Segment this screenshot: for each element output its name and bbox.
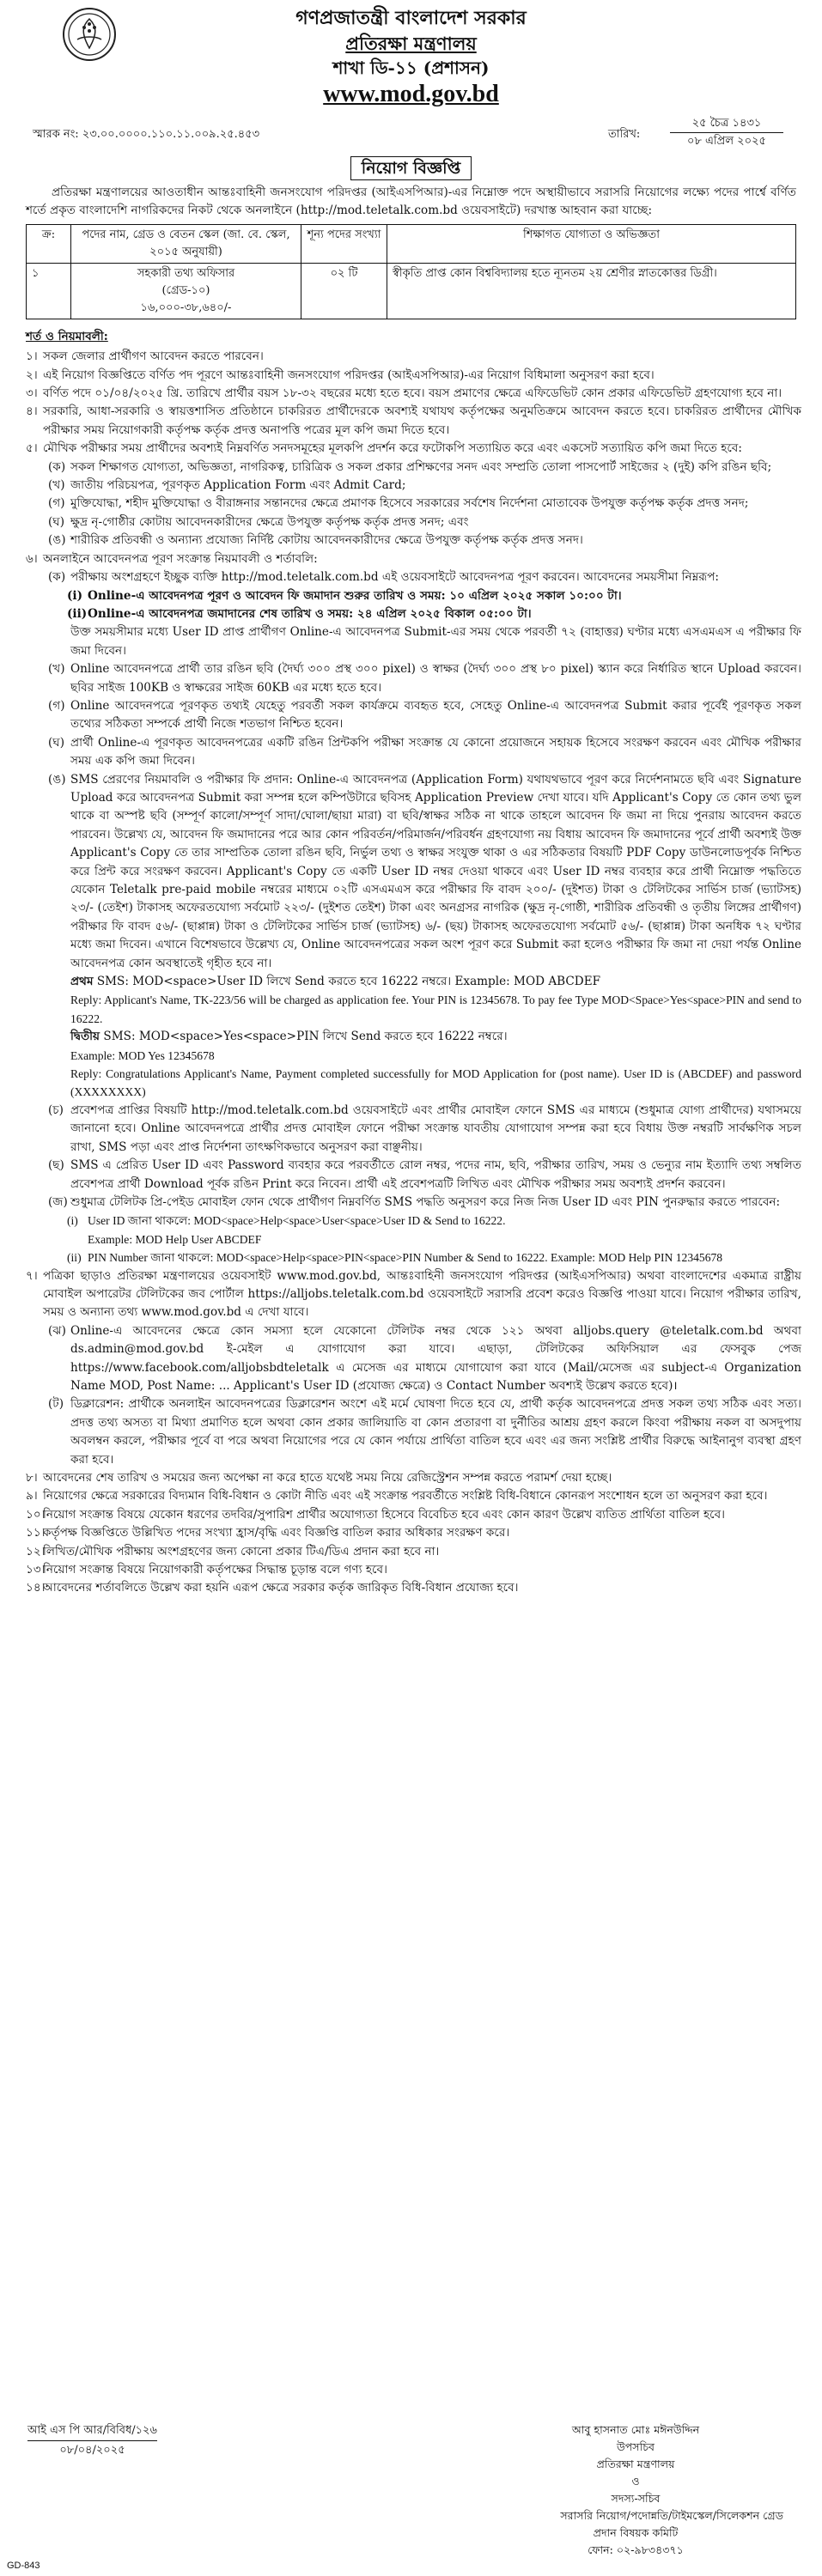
item-text: SMS প্রেরণের নিয়মাবলি ও পরীক্ষার ফি প্রদান: Online-এ আবেদনপত্র (Application Form) যথাযথভাবে পূরণ করে নির্দেশনামতে ছবি এবং Signature Upload করে আবেদনপত্র Submit করা সম্পন্ন হলে কম্পিউটারে ছবিসহ Application Preview দেখা যাবে। যদি Applicant's Copy তে কোন তথ্য ভুল থাকে বা অস্পষ্ট ছবি (সম্পূর্ণ কালো/সম্পূর্ণ সাদা/ঘোলা/ছায়া মারা) বা ছবি/স্বাক্ষর সঠিক না থাকে তাহলে আবেদন ফি জমা না দিয়ে পুনরায় আবেদন করতে পারবেন। উল্লেখ্য যে, আবেদন ফি জমাদানের পরে আর কোন পরিবর্তন/পরিমার্জন/পরিবর্ধন গ্রহণযোগ্য নয় বিধায় আবেদন ফি জমাদানের পূর্বে প্রার্থী অবশ্যই উক্ত Applicant's Copy তে তার সাম্প্রতিক তোলা রঙিন ছবি, নির্ভুল তথ্য ও স্বাক্ষর সংযুক্ত থাকা ও এর সঠিকতার বিষয়টি PDF Copy ডাউনলোডপূর্বক নিশ্চিত করে প্রিন্ট করে সংরক্ষণ করবেন। Applicant's Copy তে একটি User ID নম্বর দেওয়া থাকবে এবং User ID নম্বর ব্যবহার করে প্রার্থী নিম্নোক্ত পদ্ধতিতে যেকোন Teletalk pre-paid mobile নম্বরের মাধ্যমে ০২টি এসএমএস করে পরীক্ষার ফি বাবদ ২০০/- (দুইশত) টাকা ও টেলিটকের সার্ভিস চার্জ (ভ্যাটসহ) ২৩/- (তেইশ) টাকাসহ অফেরতযোগ্য সর্বমোট ২২৩/- (দুইশত তেইশ) টাকা এবং অনগ্রসর নাগরিক (ক্ষুদ্র নৃ-গোষ্ঠী, শারীরিক প্রতিবন্ধী ও তৃতীয় লিঙ্গের প্রার্থীগণ) পরীক্ষার ফি বাবদ ৫৬/- (ছাপ্পান্ন) টাকা ও টেলিটকের সার্ভিস চার্জ (ভ্যাটসহ) ৬/- (ছয়) টাকাসহ অফেরতযোগ্য সর্বমোট ৫৬/- (ছাপ্পান্ন) টাকা অনধিক ৭২ ঘণ্টার মধ্যে জমা দিবেন। এখানে বিশেষভাবে উল্লেখ্য যে, Online আবেদনপত্রের সকল অংশ পূরণ করে Submit করা হলেও পরীক্ষার ফি জমা না দেয়া পর্যন্ত Online আবেদনপত্র কোন অবস্থাতেই গৃহীত হবে না। (70, 772, 801, 970)
condition-number: ৭। (26, 1268, 38, 1283)
item-text: উক্ত সময়সীমার মধ্যে User ID প্রাপ্ত প্রার্থীগণ Online-এ আবেদনপত্র Submit-এর সময় থেকে পরবর্তী ৭২ (বাহাত্তর) ঘণ্টার মধ্যে এসএমএস এ পরীক্ষার ফি জমা দিবেন। (70, 625, 801, 658)
item-marker: (খ) (48, 478, 65, 493)
notice-title-text: নিয়োগ বিজ্ঞপ্তি (350, 156, 472, 180)
govt-title: গণপ্রজাতন্ত্রী বাংলাদেশ সরকার (295, 7, 527, 29)
header (21, 0, 801, 110)
condition-6-c (21, 697, 801, 734)
condition-number: ১২। (26, 1544, 46, 1558)
item-marker: (i) (67, 588, 83, 603)
sms-label: প্রথম (70, 975, 94, 989)
ispr-date: ০৮/০৪/২০২৫ (59, 2444, 125, 2457)
recover-user-id (21, 1212, 801, 1230)
item-text: জাতীয় পরিচয়পত্র, পূরণকৃত Application Form এবং Admit Card; (70, 478, 406, 493)
recover-user-id-example (21, 1230, 801, 1249)
condition-9 (21, 1487, 801, 1505)
item-text: Online-এ আবেদনের ক্ষেত্রে কোন সমস্যা হলে যেকোনো টেলিটক নম্বর থেকে ১২১ অথবা alljobs.query @teletalk.com.bd অথবা ds.admin@mod.gov.bd ই-মেইল এ যোগাযোগ করা যাবে। এছাড়া, টেলিটকের অফিসিয়াল এর ফেসবুক পেজ https://www.facebook.com/alljobsbdteletalk এ মেসেজ এর মাধ্যমে যোগাযোগ করা যাবে (Mail/মেসেজ এর subject-এ Organization Name MOD, Post Name: ... Applicant's User ID (প্রযোজ্য ক্ষেত্রে) ও Contact Number অবশ্যই উল্লেখ করতে হবে)। (70, 1323, 801, 1393)
item-text: ডিক্লারেশন: প্রার্থীকে অনলাইন আবেদনপত্রের ডিক্লারেশন অংশে এই মর্মে ঘোষণা দিতে হবে যে, প্রার্থী কর্তৃক আবেদনপত্রে প্রদত্ত সকল তথ্য সঠিক এবং সত্য। প্রদত্ত তথ্য অসত্য বা মিথ্যা প্রমাণিত হলে অথবা কোন প্রকার জালিয়াতি বা কোন প্রতারণা বা দুর্নীতির আশ্রয় গ্রহণ করলে কিংবা পরীক্ষায় নকল বা অসদুপায় অবলম্বন করলে, পরীক্ষার পূর্বে বা পরে অথবা নিয়োগের পরে যে কোন পর্যায়ে প্রার্থিতা বাতিল হবে এবং এর জন্য সংশ্লিষ্ট প্রার্থীর বিরুদ্ধে আইনানুগ ব্যবস্থা গ্রহণ করা হবে। (70, 1397, 801, 1467)
condition-text: মৌখিক পরীক্ষার সময় প্রার্থীদের অবশ্যই নিম্নবর্ণিত সনদসমূহের মূলকপি প্রদর্শন করে ফটোকপি সত্যায়িত করে এবং একসেট সত্যায়িত কপি জমা দিতে হবে: (43, 441, 742, 456)
condition-11 (21, 1524, 801, 1542)
condition-number: ১০। (26, 1507, 46, 1522)
condition-text: অনলাইনে আবেদনপত্র পূরণ সংক্রান্ত নিয়মাবলী ও শর্তাবলি: (43, 551, 318, 566)
member-secretary: সদস্য-সচিব (611, 2492, 661, 2505)
col-qualification: শিক্ষাগত যোগ্যতা ও অভিজ্ঞতা (387, 224, 796, 263)
condition-6-d (21, 734, 801, 771)
sms-second (21, 1028, 801, 1046)
post-grade: (গ্রেড-১০) (161, 283, 210, 297)
intro-paragraph (21, 184, 801, 224)
post-name: সহকারী তথ্য অফিসার (137, 266, 235, 280)
condition-number: ৫। (26, 441, 38, 456)
item-text: Online আবেদনপত্রে প্রার্থী তার রঙিন ছবি (দৈর্ঘ্য ৩০০ প্রস্থ ৩০০ pixel) ও স্বাক্ষর (দৈর্ঘ্য ৩০০ প্রস্থ ৮০ pixel) স্ক্যান করে নির্ধারিত স্থানে Upload করবেন। ছবির সাইজ 100KB ও স্বাক্ষরের সাইজ 60KB এর মধ্যে হতে হবে। (70, 662, 801, 695)
item-marker: (ঘ) (48, 735, 65, 750)
condition-6 (21, 550, 801, 568)
item-text: Online-এ আবেদনপত্র জমাদানের শেষ তারিখ ও সময়: ২৪ এপ্রিল ২০২৫ বিকাল ০৫:০০ টা। (88, 606, 532, 621)
condition-3 (21, 385, 801, 403)
item-text: প্রার্থী Online-এ পূরণকৃত আবেদনপত্রের একটি রঙিন প্রিন্টকপি পরীক্ষা সংক্রান্ত যে কোনো প্রয়োজনে সহায়ক হিসেবে সংরক্ষণ করবেন এবং মৌখিক পরীক্ষার সময় এক কপি জমা দিবেন। (70, 735, 801, 769)
item-marker: (ছ) (48, 1158, 64, 1173)
ispr-reference (27, 2421, 157, 2460)
condition-text: লিখিত/মৌখিক পরীক্ষায় অংশগ্রহণের জন্য কোনো প্রকার টিএ/ডিএ প্রদান করা হবে না। (43, 1544, 440, 1558)
condition-5-item (21, 477, 801, 495)
item-marker: (ii) (67, 606, 88, 621)
condition-text: নিয়োগ সংক্রান্ত বিষয়ে যেকোন ধরণের তদবির/সুপারিশ প্রার্থীর অযোগ্যতা হিসেবে বিবেচিত হবে এবং কোন কারণ উল্লেখ ব্যতিত প্রার্থিতা বাতিল হবে। (43, 1507, 726, 1522)
cell-serial: ১ (27, 263, 71, 319)
intro-text: প্রতিরক্ষা মন্ত্রণালয়ের আওতাধীন আন্তঃবাহিনী জনসংযোগ পরিদপ্তর (আইএসপিআর)-এর নিম্নোক্ত পদে অস্থায়ীভাবে সরাসরি নিয়োগের লক্ষ্যে পদের পার্শ্বে বর্ণিত শর্তে প্রকৃত বাংলাদেশি নাগরিকদের নিকট থেকে অনলাইনে (http://mod.teletalk.com.bd ওয়েবসাইটে) দরখাস্ত আহবান করা যাচ্ছে: (26, 185, 796, 218)
condition-7-k (21, 1322, 801, 1396)
col-count: শূন্য পদের সংখ্যা (301, 224, 387, 263)
branch-title: শাখা ডি-১১ (প্রশাসন) (332, 58, 490, 78)
item-marker: (ঙ) (48, 772, 66, 787)
condition-number: ৪। (26, 404, 38, 419)
condition-text: সকল জেলার প্রার্থীগণ আবেদন করতে পারবেন। (43, 349, 264, 364)
item-text: User ID জানা থাকলে: MOD<space>Help<space>User<space>User ID & Send to 16222. (88, 1214, 506, 1228)
condition-6-f (21, 1102, 801, 1157)
item-marker: (চ) (48, 1103, 64, 1117)
signer-name: আবু হাসনাত মোঃ মঈনউদ্দিন (571, 2423, 700, 2436)
sms-label: দ্বিতীয় (70, 1030, 100, 1044)
condition-5-item (21, 513, 801, 532)
condition-text: আবেদনের শেষ তারিখ ও সময়ের জন্য অপেক্ষা না করে হাতে যথেষ্ট সময় নিয়ে রেজিস্ট্রেশন সম্পন্ন করতে পরামর্শ দেয়া হচ্ছে। (43, 1471, 612, 1485)
item-marker: (ঙ) (48, 533, 66, 548)
condition-1 (21, 348, 801, 366)
condition-text: পত্রিকা ছাড়াও প্রতিরক্ষা মন্ত্রণালয়ের ওয়েবসাইট www.mod.gov.bd, আন্তঃবাহিনী জনসংযোগ পরিদপ্তর (আইএসপিআর) অথবা বাংলাদেশের একমাত্র রাষ্ট্রীয় মোবাইল অপারেটর টেলিটকের জব পোর্টাল https://alljobs.teletalk.com.bd ওয়েবসাইটে সরাসরি প্রবেশ করেও বিজ্ঞপ্তি পাওয়া যাবে। নিয়োগ পরীক্ষার তারিখ, সময় ও অন্যান্য তথ্য www.mod.gov.bd এ দেখা যাবে। (43, 1268, 801, 1320)
item-text: Online-এ আবেদনপত্র পূরণ ও আবেদন ফি জমাদান শুরুর তারিখ ও সময়: ১০ এপ্রিল ২০২৫ সকাল ১০:০০ টা। (88, 588, 622, 603)
condition-6-a-note (21, 623, 801, 660)
item-marker: (খ) (48, 662, 65, 677)
cell-post (71, 263, 301, 319)
condition-number: ১৪। (26, 1581, 46, 1595)
gd-number: GD-843 (7, 2561, 40, 2571)
sms-reply: Reply: Applicant's Name, TK-223/56 will be charged as application fee. Your PIN is 12345678. To pay fee Type MOD<Space>Yes<space>PIN and send to 16222. (70, 993, 801, 1025)
committee-name: সরাসরি নিয়োগ/পদোন্নতি/টাইমস্কেল/সিলেকশন গ্রেড (560, 2509, 783, 2522)
condition-5-item (21, 495, 801, 513)
item-text: মুক্তিযোদ্ধা, শহীদ মুক্তিযোদ্ধা ও বীরাঙ্গনার সন্তানদের ক্ষেত্রে প্রমাণক হিসেবে সরকারের সর্বশেষ নির্দেশনা মোতাবেক উপযুক্ত কর্তৃপক্ষ কর্তৃক প্রদত্ত সনদ; (70, 496, 749, 511)
condition-number: ১৩। (26, 1563, 46, 1577)
apply-end-date (21, 605, 801, 623)
condition-10 (21, 1506, 801, 1524)
condition-6-b (21, 660, 801, 697)
condition-6-e (21, 771, 801, 973)
sms-text: SMS: MOD<space>Yes<space>PIN লিখে Send করতে হবে 16222 নম্বরে। (103, 1030, 508, 1044)
cell-qualification: স্বীকৃতি প্রাপ্ত কোন বিশ্ববিদ্যালয় হতে ন্যূনতম ২য় শ্রেণীর স্নাতকোত্তর ডিগ্রী। (387, 263, 796, 319)
post-scale: ১৬,০০০-৩৮,৬৪০/- (140, 301, 232, 314)
sms-second-example (21, 1047, 801, 1065)
condition-7-l (21, 1395, 801, 1469)
condition-13 (21, 1561, 801, 1579)
condition-number: ১১। (26, 1526, 46, 1540)
condition-text: নিয়োগ সংক্রান্ত বিষয়ে নিয়োগকারী কর্তৃপক্ষের সিদ্ধান্ত চূড়ান্ত বলে গণ্য হবে। (43, 1563, 387, 1577)
apply-start-date (21, 587, 801, 605)
condition-number: ২। (26, 368, 38, 382)
condition-text: সরকারি, আধা-সরকারি ও স্বায়ত্তশাসিত প্রতিষ্ঠানে চাকরিরত প্রার্থীদেরকে অবশ্যই যথাযথ কর্তৃপক্ষের অনুমতিক্রমে আবেদন করতে হবে। চাকরিরত প্রার্থীদের মৌখিক পরীক্ষার সময় নিয়োগকারী কর্তৃপক্ষ কর্তৃক প্রদত্ত অনাপত্তি পত্রের মূল কপি জমা দিতে হবে। (43, 404, 801, 437)
date-english: ০৮ এপ্রিল ২০২৫ (687, 135, 766, 148)
item-text: Online আবেদনপত্রে পূরণকৃত তথ্যই যেহেতু পরবর্তী সকল কার্যক্রমে ব্যবহৃত হবে, সেহেতু Online-এ আবেদনপত্র Submit করার পূর্বেই পূরণকৃত সকল তথ্যের সঠিকতা সম্পর্কে প্রার্থী নিজে শতভাগ নিশ্চিত হবেন। (70, 698, 801, 732)
condition-5-item (21, 459, 801, 477)
reference-row (21, 110, 801, 155)
signer-org: প্রতিরক্ষা মন্ত্রণালয় (596, 2458, 675, 2470)
condition-number: ১। (26, 349, 38, 364)
phone-number: ফোন: ০২-৯৮৩৪৩৭১ (588, 2543, 684, 2556)
condition-number: ৮। (26, 1471, 38, 1485)
condition-6-g (21, 1157, 801, 1194)
item-text: ক্ষুদ্র নৃ-গোষ্ঠীর কোটায় আবেদনকারীদের ক্ষেত্রে উপযুক্ত কর্তৃপক্ষ কর্তৃক প্রদত্ত সনদ; এবং (70, 514, 469, 529)
item-text: SMS এ প্রেরিত User ID এবং Password ব্যবহার করে পরবর্তীতে রোল নম্বর, পদের নাম, ছবি, পরীক্ষার তারিখ, সময় ও ভেন্যুর নাম ইত্যাদি তথ্য সম্বলিত প্রবেশপত্র প্রার্থী Download পূর্বক রঙিন Print করে নিবেন। প্রার্থী এই প্রবেশপত্রটি লিখিত এবং মৌখিক পরীক্ষার সময় অবশ্যই প্রদর্শন করবেন। (70, 1158, 801, 1191)
condition-5-item (21, 532, 801, 550)
condition-text: বর্ণিত পদে ০১/০৪/২০২৫ খ্রি. তারিখে প্রার্থীর বয়স ১৮-৩২ বছরের মধ্যে হতে হবে। বয়স প্রমাণের ক্ষেত্রে এফিডেভিট কোন প্রকার এফিডেভিট গ্রহণযোগ্য হবে না। (43, 386, 782, 401)
memo-number: স্মারক নং: ২৩.০০.০০০০.১১০.১১.০০৯.২৫.৪৫৩ (33, 128, 260, 141)
condition-number: ৬। (26, 551, 38, 566)
signature-block (481, 2421, 790, 2559)
item-marker: (ঘ) (48, 514, 65, 529)
condition-text: কর্তৃপক্ষ বিজ্ঞপ্তিতে উল্লিখিত পদের সংখ্যা হ্রাস/বৃদ্ধি এবং বিজ্ঞপ্তি বাতিল করার অধিকার সংরক্ষণ করে। (43, 1526, 510, 1540)
condition-8 (21, 1469, 801, 1487)
item-marker: (ii) (67, 1251, 82, 1265)
item-marker: (জ) (48, 1194, 68, 1209)
sms-reply: Reply: Congratulations Applicant's Name, Payment completed successfully for MOD Application for (post name). User ID is (ABCDEF) and password (XXXXXXXX) (70, 1067, 801, 1099)
condition-2 (21, 367, 801, 385)
condition-7 (21, 1267, 801, 1322)
item-marker: (i) (67, 1214, 78, 1228)
item-text: পরীক্ষায় অংশগ্রহণে ইচ্ছুক ব্যক্তি http://mod.teletalk.com.bd এই ওয়েবসাইটে আবেদনপত্র পূরণ করবেন। আবেদনের সময়সীমা নিম্নরূপ: (70, 570, 719, 585)
condition-6-h (21, 1194, 801, 1212)
recover-pin (21, 1249, 801, 1267)
date-bangla: ২৫ চৈত্র ১৪৩১ (670, 115, 783, 133)
date-block (670, 115, 783, 150)
sms-text: SMS: MOD<space>User ID লিখে Send করতে হবে 16222 নম্বরে। Example: MOD ABCDEF (96, 975, 601, 989)
government-seal-icon (62, 7, 117, 62)
item-marker: (ক) (48, 570, 66, 585)
committee-name-2: প্রদান বিষয়ক কমিটি (593, 2526, 679, 2539)
condition-12 (21, 1543, 801, 1561)
sms-first (21, 973, 801, 991)
notice-title (21, 155, 801, 184)
vacancy-table (26, 224, 796, 319)
item-marker: (ঝ) (48, 1323, 66, 1338)
item-marker: (ট) (48, 1397, 64, 1412)
condition-text: নিয়োগের ক্ষেত্রে সরকারের বিদ্যমান বিধি-বিধান ও কোটা নীতি এবং এই সংক্রান্ত পরবর্তীতে সংশ্লিষ্ট বিধি-বিধানে কোনরূপ সংশোধন হলে তা অনুসরণ করা হবে। (43, 1489, 768, 1504)
date-label: তারিখ: (608, 128, 641, 141)
website-link[interactable]: www.mod.gov.bd (323, 81, 499, 107)
footer (0, 2409, 822, 2576)
table-row (27, 263, 796, 319)
condition-text: আবেদনের শর্তাবলিতে উল্লেখ করা হয়নি এরূপ ক্ষেত্রে সরকার কর্তৃক জারিকৃত বিধি-বিধান প্রযোজ্য হবে। (43, 1581, 519, 1595)
condition-14 (21, 1579, 801, 1597)
ministry-title: প্রতিরক্ষা মন্ত্রণালয় (345, 33, 477, 54)
item-text: প্রবেশপত্র প্রাপ্তির বিষয়টি http://mod.teletalk.com.bd ওয়েবসাইটে এবং প্রার্থীর মোবাইল ফোনে SMS এর মাধ্যমে (শুধুমাত্র যোগ্য প্রার্থীদের) যথাসময়ে জানানো হবে। Online আবেদনপত্রে প্রার্থীর প্রদত্ত মোবাইল ফোনে পরীক্ষা সংক্রান্ত যাবতীয় যোগাযোগ সম্পন্ন করা হবে বিধায় উক্ত নম্বরটি সার্বক্ষণিক সচল রাখা, SMS পড়া এবং প্রাপ্ত নির্দেশনা তাৎক্ষণিকভাবে অনুসরণ করা বাঞ্ছনীয়। (70, 1103, 801, 1154)
sms-first-reply (21, 991, 801, 1028)
col-serial: ক্র: (27, 224, 71, 263)
signer-title: উপসচিব (616, 2440, 655, 2453)
item-marker: (গ) (48, 698, 65, 713)
and-text: ও (631, 2475, 640, 2488)
item-text: Example: MOD Help User ABCDEF (88, 1232, 262, 1246)
condition-text: এই নিয়োগ বিজ্ঞপ্তিতে বর্ণিত পদ পূরণে আন্তঃবাহিনী জনসংযোগ পরিদপ্তর (আইএসপিআর)-এর নিয়োগ বিধিমালা অনুসরণ করা হবে। (43, 368, 655, 382)
item-text: শারীরিক প্রতিবন্ধী ও অন্যান্য প্রযোজ্য নির্দিষ্ট কোটায় আবেদনকারীদের ক্ষেত্রে উপযুক্ত কর্তৃপক্ষ কর্তৃক প্রদত্ত সনদ। (70, 533, 583, 548)
condition-number: ৯। (26, 1489, 38, 1504)
condition-6-a (21, 568, 801, 586)
condition-number: ৩। (26, 386, 38, 401)
ispr-number: আই এস পি আর/বিবিধ/১২৬ (27, 2421, 157, 2441)
sms-example: Example: MOD Yes 12345678 (70, 1048, 215, 1062)
col-post: পদের নাম, গ্রেড ও বেতন স্কেল (জা. বে. স্কেল, ২০১৫ অনুযায়ী) (71, 224, 301, 263)
condition-4 (21, 403, 801, 440)
conditions-heading: শর্ত ও নিয়মাবলী: (26, 329, 108, 343)
item-text: শুধুমাত্র টেলিটক প্রি-পেইড মোবাইল ফোন থেকে প্রার্থীগণ নিম্নবর্ণিত SMS পদ্ধতি অনুসরণ করে নিজ নিজ User ID এবং PIN পুনরুদ্ধার করতে পারবেন: (70, 1194, 781, 1209)
sms-second-reply (21, 1065, 801, 1102)
table-header-row (27, 224, 796, 263)
item-marker: (ক) (48, 459, 66, 474)
cell-count: ০২ টি (301, 263, 387, 319)
item-marker: (গ) (48, 496, 65, 511)
condition-5 (21, 440, 801, 458)
item-text: PIN Number জানা থাকলে: MOD<space>Help<space>PIN<space>PIN Number & Send to 16222. Example: MOD Help PIN 12345678 (88, 1251, 723, 1265)
item-text: সকল শিক্ষাগত যোগ্যতা, অভিজ্ঞতা, নাগরিকত্ব, চারিত্রিক ও সকল প্রকার প্রশিক্ষণের সনদ এবং সম্প্রতি তোলা পাসপোর্ট সাইজের ২ (দুই) কপি রঙিন ছবি; (70, 459, 772, 474)
